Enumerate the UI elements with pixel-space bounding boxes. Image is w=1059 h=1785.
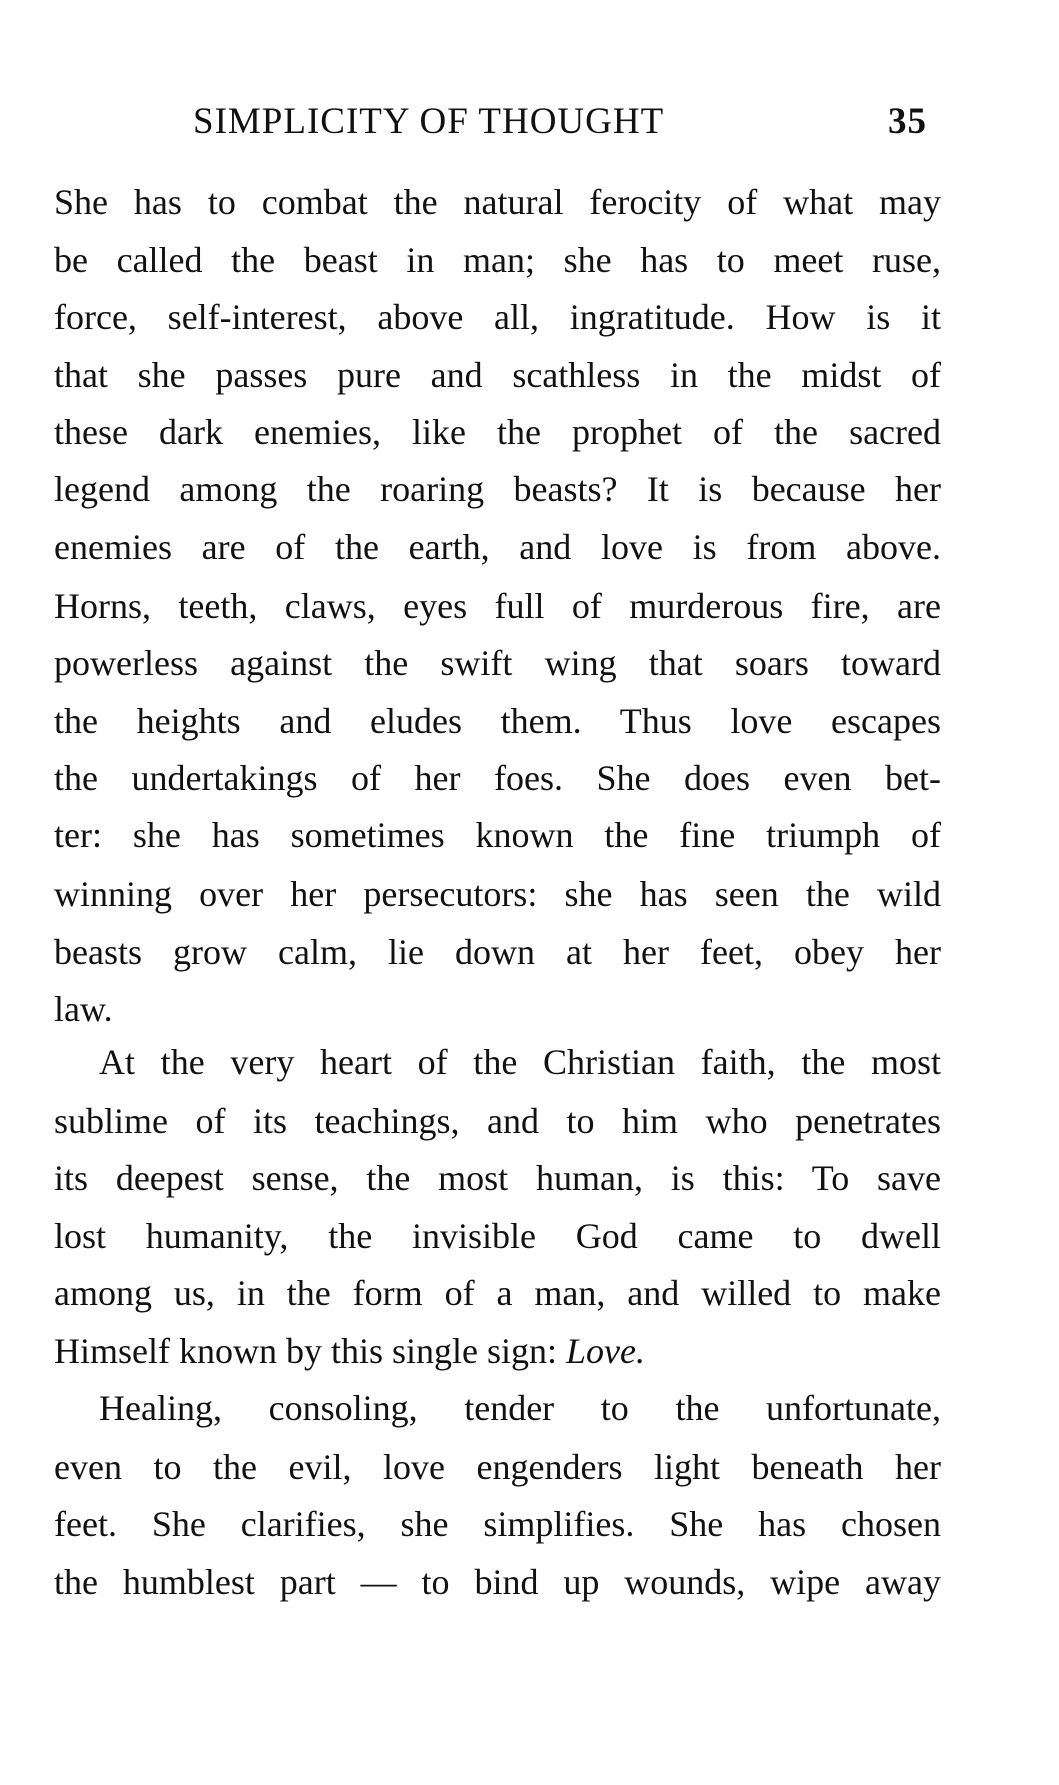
text-line	[54, 181, 941, 223]
text-line	[54, 1503, 941, 1545]
text-line	[54, 354, 941, 396]
line-text: among us, in the form of a man, and willed to make	[54, 1273, 941, 1314]
line-text: legend among the roaring beasts? It is because her	[54, 469, 941, 510]
text-line	[54, 1561, 941, 1603]
line-text: lost humanity, the invisible God came to dwell	[54, 1215, 941, 1256]
text-line	[54, 468, 941, 510]
text-line	[54, 411, 941, 453]
text-line	[54, 585, 941, 627]
text-line	[54, 814, 941, 856]
text-line	[54, 526, 941, 568]
text-line	[99, 1387, 941, 1429]
line-text: Horns, teeth, claws, eyes full of murderous fire, are	[54, 585, 941, 626]
line-text: law.	[54, 989, 113, 1030]
text-line	[54, 1446, 941, 1488]
line-text: even to the evil, love engenders light beneath her	[54, 1446, 941, 1487]
line-text: its deepest sense, the most human, is this: To save	[54, 1158, 941, 1199]
line-text: be called the beast in man; she has to meet ruse,	[54, 239, 941, 280]
text-line	[54, 700, 941, 742]
text-line	[54, 931, 941, 973]
text-line	[54, 1215, 941, 1257]
line-text: Himself known by this single sign:	[54, 1330, 557, 1371]
line-text: powerless against the swift wing that soars toward	[54, 643, 941, 684]
line-text: Healing, consoling, tender to the unfortunate,	[99, 1388, 941, 1428]
line-text: that she passes pure and scathless in the midst of	[54, 354, 941, 395]
text-line	[54, 296, 941, 338]
text-line	[54, 873, 941, 915]
line-text: beasts grow calm, lie down at her feet, obey her	[54, 931, 941, 972]
line-text: ter: she has sometimes known the fine triumph of	[54, 815, 941, 856]
line-text: enemies are of the earth, and love is from above.	[54, 526, 941, 567]
line-text: the humblest part — to bind up wounds, wipe away	[54, 1561, 941, 1602]
emphasized-word: Love.	[566, 1330, 645, 1371]
text-line	[54, 1330, 941, 1372]
text-line	[54, 239, 941, 281]
line-text: the undertakings of her foes. She does even bet-	[54, 758, 941, 798]
line-text: At the very heart of the Christian faith, the most	[99, 1042, 941, 1082]
line-text: the heights and eludes them. Thus love escapes	[54, 700, 941, 741]
text-line	[54, 1100, 941, 1142]
chapter-title: SIMPLICITY OF THOUGHT	[193, 101, 665, 142]
line-text: winning over her persecutors: she has seen the wild	[54, 874, 941, 915]
text-line	[99, 1041, 941, 1083]
line-text: feet. She clarifies, she simplifies. She has chosen	[54, 1504, 941, 1545]
line-text: force, self-interest, above all, ingratitude. How is it	[54, 297, 941, 338]
line-text: She has to combat the natural ferocity of what may	[54, 182, 941, 223]
text-line	[54, 757, 941, 799]
line-text: these dark enemies, like the prophet of the sacred	[54, 412, 941, 453]
page-number: 35	[888, 101, 927, 142]
text-line	[54, 1272, 941, 1314]
text-line	[54, 1157, 941, 1199]
line-text: sublime of its teachings, and to him who penetrates	[54, 1100, 941, 1141]
text-line	[54, 642, 941, 684]
text-line	[54, 988, 941, 1030]
